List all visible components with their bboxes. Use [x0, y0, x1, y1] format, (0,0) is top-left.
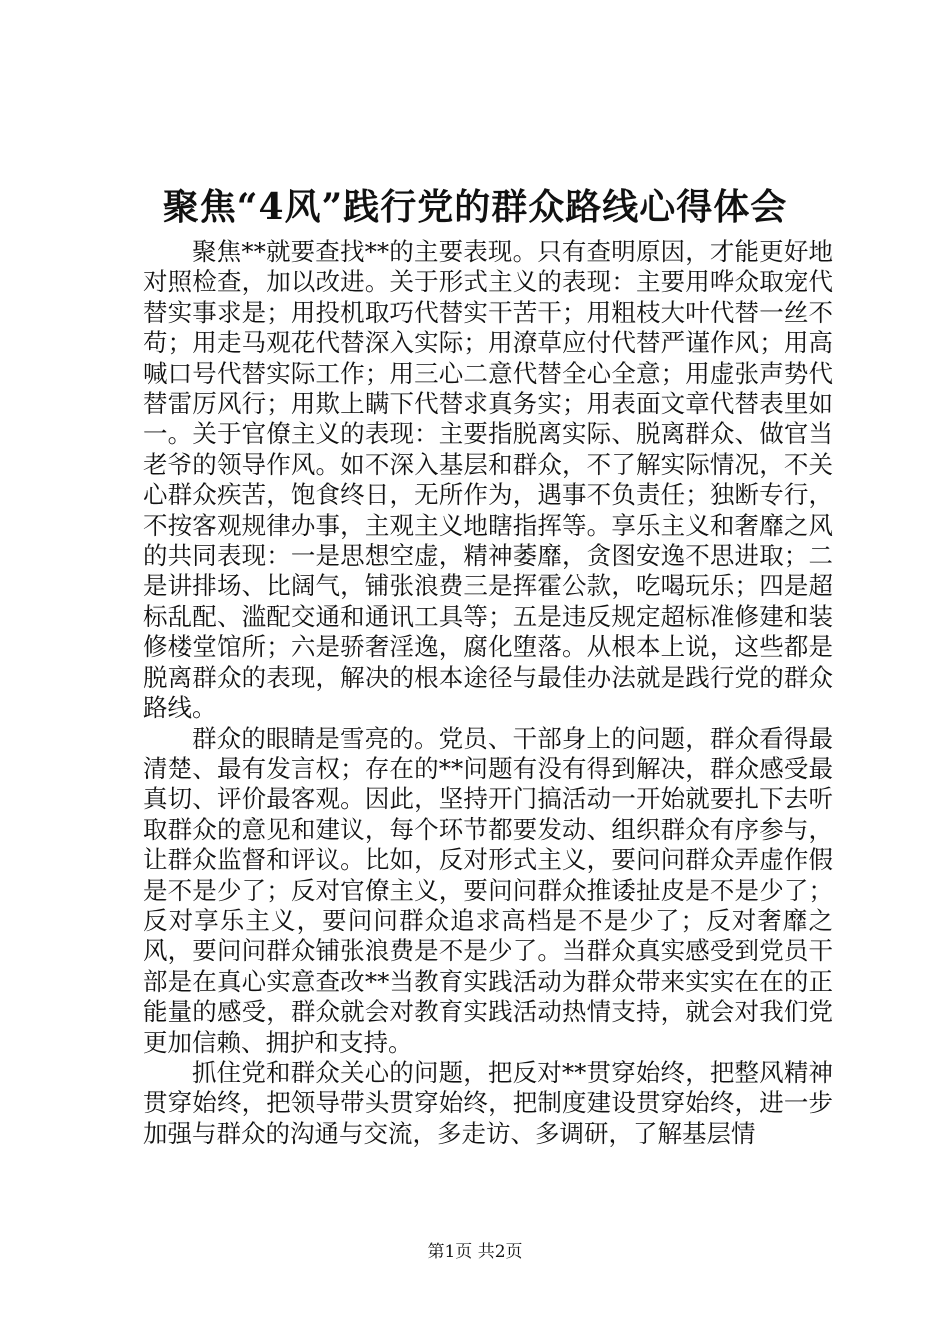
- paragraph-1: 聚焦**就要查找**的主要表现。只有查明原因，才能更好地对照检查，加以改进。关于形式主义的表现：主要用哗众取宠代替实事求是；用投机取巧代替实干苦干；用粗枝大叶代替一丝不苟；用走马观花代替深入实际；用潦草应付代替严谨作风；用高喊口号代替实际工作；用三心二意代替全心全意；用虚张声势代替雷厉风行；用欺上瞒下代替求真务实；用表面文章代替表里如一。关于官僚主义的表现：主要指脱离实际、脱离群众、做官当老爷的领导作风。如不深入基层和群众，不了解实际情况，不关心群众疾苦，饱食终日，无所作为，遇事不负责任；独断专行，不按客观规律办事，主观主义地瞎指挥等。享乐主义和奢靡之风的共同表现：一是思想空虚，精神萎靡，贪图安逸不思进取；二是讲排场、比阔气，铺张浪费三是挥霍公款，吃喝玩乐；四是超标乱配、滥配交通和通讯工具等；五是违反规定超标准修建和装修楼堂馆所；六是骄奢淫逸，腐化堕落。从根本上说，这些都是脱离群众的表现，解决的根本途径与最佳办法就是践行党的群众路线。: [143, 237, 833, 723]
- document-body: [143, 237, 833, 1149]
- paragraph-2: 群众的眼睛是雪亮的。党员、干部身上的问题，群众看得最清楚、最有发言权；存在的**问题有没有得到解决，群众感受最真切、评价最客观。因此，坚持开门搞活动一开始就要扎下去听取群众的意见和建议，每个环节都要发动、组织群众有序参与，让群众监督和评议。比如，反对形式主义，要问问群众弄虚作假是不是少了；反对官僚主义，要问问群众推诿扯皮是不是少了；反对享乐主义，要问问群众追求高档是不是少了；反对奢靡之风，要问问群众铺张浪费是不是少了。当群众真实感受到党员干部是在真心实意查改**当教育实践活动为群众带来实实在在的正能量的感受，群众就会对教育实践活动热情支持，就会对我们党更加信赖、拥护和支持。: [143, 723, 833, 1057]
- document-title: 聚焦“4风”践行党的群众路线心得体会: [162, 186, 788, 228]
- paragraph-3: 抓住党和群众关心的问题，把反对**贯穿始终，把整风精神贯穿始终，把领导带头贯穿始终，把制度建设贯穿始终，进一步加强与群众的沟通与交流，多走访、多调研，了解基层情: [143, 1057, 833, 1148]
- page-number-footer: 第1页 共2页: [427, 1242, 523, 1262]
